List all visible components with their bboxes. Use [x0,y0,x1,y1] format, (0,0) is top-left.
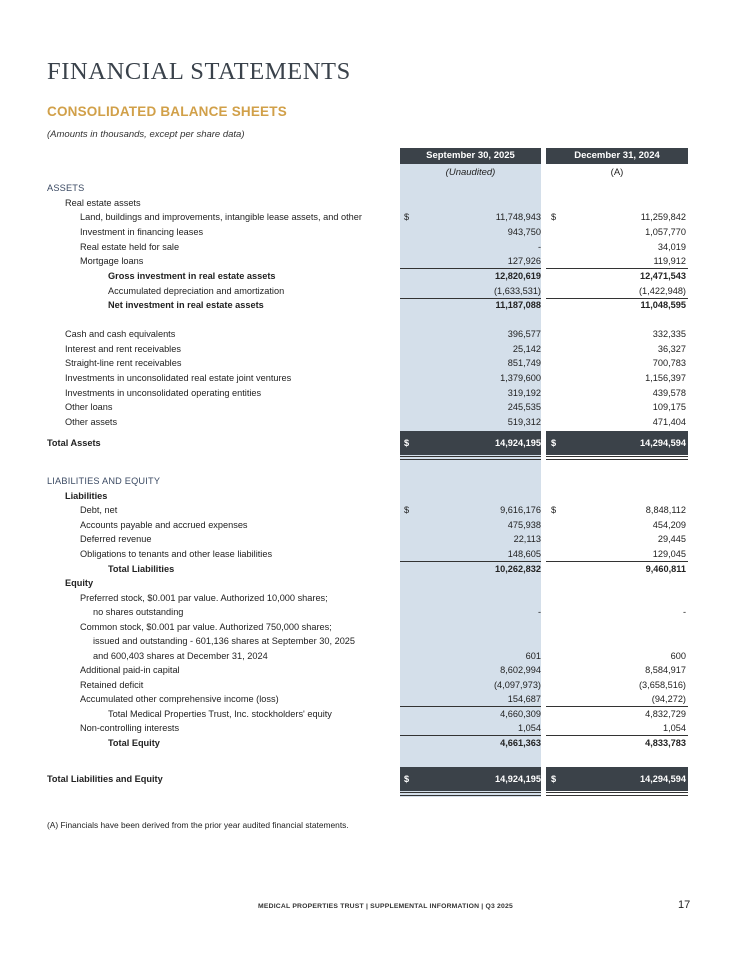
value-current: 1,054 [518,723,541,733]
row-label: Total Assets [47,438,101,448]
value-current: 245,535 [507,402,541,412]
row-label: Total Liabilities [108,564,175,574]
value-current: 10,262,832 [495,564,541,574]
row-label: Investments in unconsolidated real estate joint ventures [65,373,292,383]
value-current: 14,924,195 [495,774,541,784]
double-underline [400,792,541,796]
row-label: Accumulated other comprehensive income (loss) [80,694,279,704]
value-prior: 332,335 [652,329,686,339]
table-row [0,489,742,503]
value-current: - [537,607,541,617]
row-label: Total Medical Properties Trust, Inc. stockholders' equity [108,709,332,719]
table-row [0,634,742,648]
value-current: 4,661,363 [500,738,541,748]
currency-symbol: $ [551,774,557,784]
value-current: (4,097,973) [494,680,541,690]
value-prior: 4,833,783 [645,738,686,748]
currency-symbol: $ [404,774,410,784]
row-label: Total Liabilities and Equity [47,774,163,784]
row-label: Land, buildings and improvements, intangible lease assets, and other [80,212,362,222]
value-current: - [537,242,541,252]
table-row [0,663,742,677]
value-prior: 11,048,595 [640,300,686,310]
row-label: issued and outstanding - 601,136 shares at September 30, 2025 [93,636,356,646]
currency-symbol: $ [404,212,410,222]
value-current: 11,187,088 [495,300,541,310]
page-number: 17 [678,899,691,911]
value-current: 11,748,943 [495,212,541,222]
value-prior: 11,259,842 [640,212,686,222]
value-current: 22,113 [513,534,541,544]
table-row [0,518,742,532]
row-label: ASSETS [47,183,85,193]
value-current: 14,924,195 [495,438,541,448]
row-label: Total Equity [108,738,160,748]
value-prior: 12,471,543 [640,271,686,281]
value-current: 148,605 [507,549,541,559]
row-label: Non-controlling interests [80,723,180,733]
row-label: and 600,403 shares at December 31, 2024 [93,651,268,661]
table-row [0,576,742,590]
value-prior: 1,057,770 [645,227,686,237]
column-header-prior: December 31, 2024 [546,148,688,164]
value-prior: 1,156,397 [645,373,686,383]
value-prior: 14,294,594 [640,438,686,448]
row-label: Cash and cash equivalents [65,329,176,339]
table-row [0,400,742,414]
row-label: Accounts payable and accrued expenses [80,520,248,530]
row-label: Common stock, $0.001 par value. Authorized 750,000 shares; [80,622,332,632]
value-prior: 4,832,729 [645,709,686,719]
row-label: Net investment in real estate assets [108,300,264,310]
value-current: 25,142 [512,344,541,354]
value-prior: 34,019 [657,242,686,252]
table-row [0,503,742,517]
table-row [0,620,742,634]
row-label: Preferred stock, $0.001 par value. Authorized 10,000 shares; [80,593,328,603]
value-current: 1,379,600 [500,373,541,383]
currency-symbol: $ [551,438,557,448]
table-row [0,284,742,298]
row-label: Liabilities [65,491,108,501]
table-row [0,225,742,239]
value-prior: 14,294,594 [640,774,686,784]
table-row [0,436,742,450]
table-row [0,678,742,692]
table-row [0,474,742,488]
value-prior: (1,422,948) [639,286,686,296]
row-label: Investments in unconsolidated operating entities [65,388,262,398]
table-row [0,210,742,224]
table-row [0,327,742,341]
table-row [0,772,742,786]
row-label: Additional paid-in capital [80,665,180,675]
page-footer: MEDICAL PROPERTIES TRUST | SUPPLEMENTAL INFORMATION | Q3 2025 [258,903,513,910]
row-label: no shares outstanding [93,607,184,617]
double-underline [546,456,688,460]
table-row [0,415,742,429]
column-subheader-unaudited: (Unaudited) [445,167,496,178]
currency-symbol: $ [551,505,557,515]
table-row [0,605,742,619]
table-row [0,298,742,312]
value-prior: 700,783 [652,358,686,368]
table-row [0,196,742,210]
column-subheader-audited-note: (A) [610,167,624,178]
value-current: (1,633,531) [494,286,541,296]
value-prior: 29,445 [657,534,686,544]
row-label: Accumulated depreciation and amortization [108,286,285,296]
table-row [0,386,742,400]
footnote: (A) Financials have been derived from the prior year audited financial statements. [47,820,349,830]
value-prior: 600 [670,651,686,661]
double-underline [546,792,688,796]
table-row [0,181,742,195]
currency-symbol: $ [404,438,410,448]
value-prior: 36,327 [657,344,686,354]
row-label: Other loans [65,402,113,412]
section-title: CONSOLIDATED BALANCE SHEETS [47,104,287,119]
table-row [0,547,742,561]
table-row [0,649,742,663]
row-label: Investment in financing leases [80,227,204,237]
value-current: 851,749 [507,358,541,368]
value-current: 8,602,994 [500,665,541,675]
value-current: 154,687 [507,694,541,704]
table-row [0,254,742,268]
value-prior: 109,175 [652,402,686,412]
table-row [0,342,742,356]
value-current: 519,312 [507,417,541,427]
value-current: 475,938 [507,520,541,530]
value-prior: 9,460,811 [645,564,686,574]
row-label: Retained deficit [80,680,144,690]
row-label: Equity [65,578,94,588]
table-row [0,692,742,706]
row-label: Deferred revenue [80,534,152,544]
value-prior: 1,054 [663,723,686,733]
value-current: 319,192 [507,388,541,398]
amounts-note: (Amounts in thousands, except per share data) [47,129,245,140]
value-prior: 8,848,112 [645,505,686,515]
value-prior: 454,209 [652,520,686,530]
row-label: Debt, net [80,505,118,515]
value-prior: - [682,607,686,617]
table-row [0,591,742,605]
value-prior: 129,045 [652,549,686,559]
table-row [0,532,742,546]
table-row [0,736,742,750]
table-row [0,562,742,576]
row-label: Interest and rent receivables [65,344,181,354]
value-prior: (3,658,516) [639,680,686,690]
value-prior: 119,912 [653,256,686,266]
table-row [0,356,742,370]
column-header-current: September 30, 2025 [400,148,541,164]
row-label: LIABILITIES AND EQUITY [47,476,161,486]
table-row [0,707,742,721]
value-current: 396,577 [507,329,541,339]
value-prior: (94,272) [651,694,686,704]
row-label: Other assets [65,417,118,427]
value-current: 127,926 [507,256,541,266]
value-current: 4,660,309 [500,709,541,719]
page-title: FINANCIAL STATEMENTS [47,58,351,85]
currency-symbol: $ [404,505,410,515]
table-row [0,269,742,283]
table-row [0,371,742,385]
value-prior: 471,404 [652,417,686,427]
row-label: Real estate assets [65,198,141,208]
table-row [0,240,742,254]
value-current: 12,820,619 [495,271,541,281]
row-label: Gross investment in real estate assets [108,271,276,281]
row-label: Obligations to tenants and other lease liabilities [80,549,273,559]
row-label: Mortgage loans [80,256,144,266]
value-current: 601 [525,651,541,661]
double-underline [400,456,541,460]
value-current: 9,616,176 [500,505,541,515]
table-row [0,721,742,735]
value-prior: 439,578 [652,388,686,398]
value-current: 943,750 [507,227,541,237]
currency-symbol: $ [551,212,557,222]
row-label: Straight-line rent receivables [65,358,182,368]
value-prior: 8,584,917 [645,665,686,675]
row-label: Real estate held for sale [80,242,180,252]
